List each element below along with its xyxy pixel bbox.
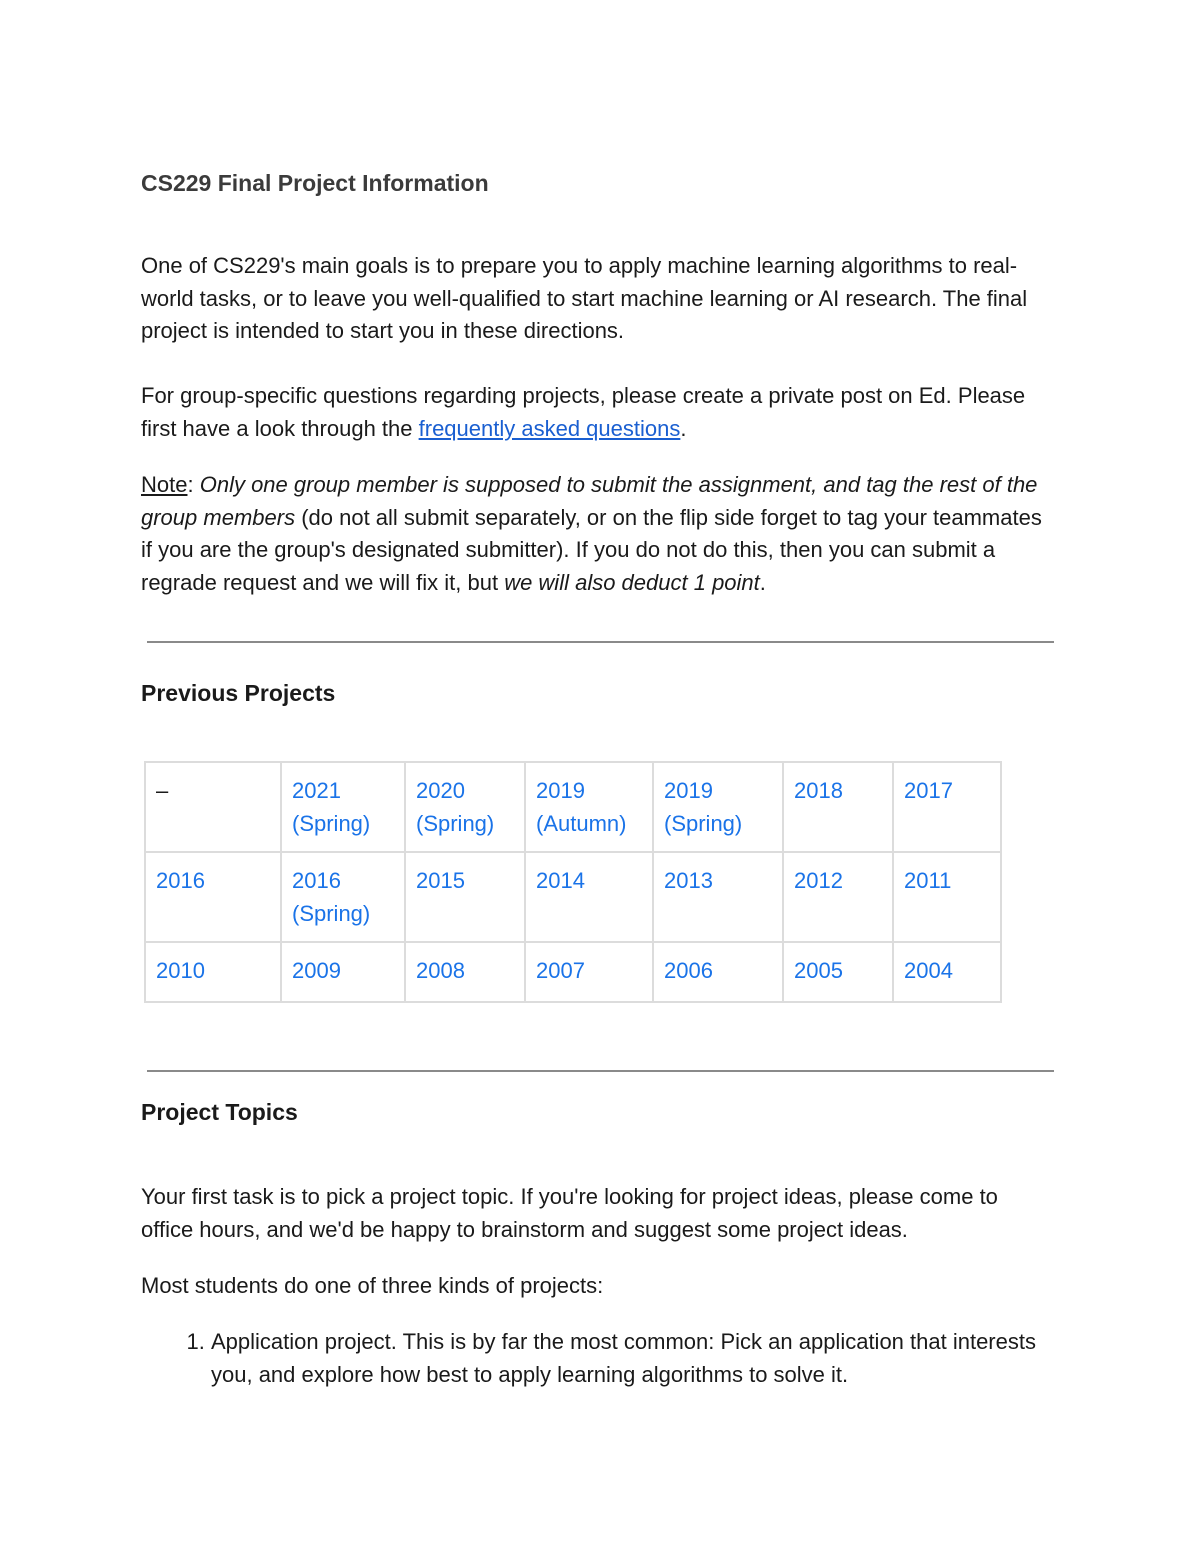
year-link[interactable]: 2014	[536, 868, 585, 893]
year-link[interactable]: 2018	[794, 778, 843, 803]
table-cell	[281, 942, 405, 1002]
table-cell	[525, 762, 653, 852]
year-link[interactable]: 2004	[904, 958, 953, 983]
year-link[interactable]: 2011	[904, 868, 952, 893]
previous-projects-table	[144, 761, 1002, 1003]
table-cell	[653, 852, 783, 942]
year-link[interactable]: 2008	[416, 958, 465, 983]
table-cell	[525, 852, 653, 942]
table-cell	[783, 942, 893, 1002]
table-cell	[145, 762, 281, 852]
year-link[interactable]: 2013	[664, 868, 713, 893]
note-paragraph	[141, 469, 1056, 599]
project-kinds-list	[141, 1326, 1056, 1391]
year-link[interactable]: 2010	[156, 958, 205, 983]
table-cell	[281, 852, 405, 942]
year-link[interactable]: 2016	[156, 868, 205, 893]
previous-projects-heading: Previous Projects	[141, 680, 336, 706]
year-link[interactable]: 2019 (Autumn)	[536, 778, 627, 836]
year-link[interactable]: 2020 (Spring)	[416, 778, 495, 836]
table-cell	[893, 942, 1001, 1002]
page-title: CS229 Final Project Information	[141, 170, 489, 196]
empty-cell-dash: –	[156, 778, 169, 803]
year-link[interactable]: 2007	[536, 958, 585, 983]
faq-link[interactable]: frequently asked questions	[418, 415, 681, 441]
table-cell	[281, 762, 405, 852]
kinds-intro-paragraph: Most students do one of three kinds of projects:	[141, 1273, 604, 1298]
table-cell	[525, 942, 653, 1002]
divider-2	[147, 1070, 1054, 1072]
year-link[interactable]: 2015	[416, 868, 465, 893]
table-cell	[893, 852, 1001, 942]
divider-1	[147, 641, 1054, 643]
list-item: 1. Application project. This is by far the most common: Pick an application that interests you, and explore how best to apply learning algorithms to solve it.	[211, 1326, 1056, 1391]
table-cell	[653, 762, 783, 852]
table-cell	[405, 852, 525, 942]
year-link[interactable]: 2012	[794, 868, 843, 893]
note-colon: :	[187, 472, 200, 497]
note-plain-1: (do not all submit separately, or on the flip side forget to tag your teammates if you are the group's designated submitter). If you do not do this, then you can submit a regrade request and we will fix it, but	[141, 504, 1042, 595]
table-cell	[653, 942, 783, 1002]
note-italic-1: Only one group member is supposed to submit the assignment, and tag the rest of the group members	[141, 472, 1038, 530]
year-link[interactable]: 2019 (Spring)	[664, 778, 743, 836]
intro-paragraph: One of CS229's main goals is to prepare you to apply machine learning algorithms to real-world tasks, or to leave you well-qualified to start machine learning or AI research. The final project is intended to start you in these directions.	[141, 253, 1028, 343]
topics-intro-paragraph: Your first task is to pick a project topic. If you're looking for project ideas, please come to office hours, and we'd be happy to brainstorm and suggest some project ideas.	[141, 1184, 998, 1242]
project-topics-heading: Project Topics	[141, 1099, 298, 1125]
year-link[interactable]: 2017	[904, 778, 953, 803]
table-cell	[783, 762, 893, 852]
table-cell	[783, 852, 893, 942]
table-cell	[405, 762, 525, 852]
note-italic-2: we will also deduct 1 point	[504, 569, 760, 595]
table-row	[145, 942, 1001, 1002]
table-cell	[145, 852, 281, 942]
table-cell	[405, 942, 525, 1002]
table-cell	[893, 762, 1001, 852]
note-end: .	[759, 569, 766, 595]
year-link[interactable]: 2021 (Spring)	[292, 778, 371, 836]
year-link[interactable]: 2006	[664, 958, 713, 983]
year-link[interactable]: 2016 (Spring)	[292, 868, 371, 926]
note-label: Note	[141, 472, 188, 497]
year-link[interactable]: 2005	[794, 958, 843, 983]
table-row	[145, 852, 1001, 942]
year-link[interactable]: 2009	[292, 958, 341, 983]
table-cell	[145, 942, 281, 1002]
ed-paragraph	[141, 380, 1056, 445]
ed-paragraph-end: .	[680, 415, 687, 441]
ed-paragraph-text: For group-specific questions regarding projects, please create a private post on Ed. Please first have a look through the	[141, 383, 1026, 441]
table-row	[145, 762, 1001, 852]
